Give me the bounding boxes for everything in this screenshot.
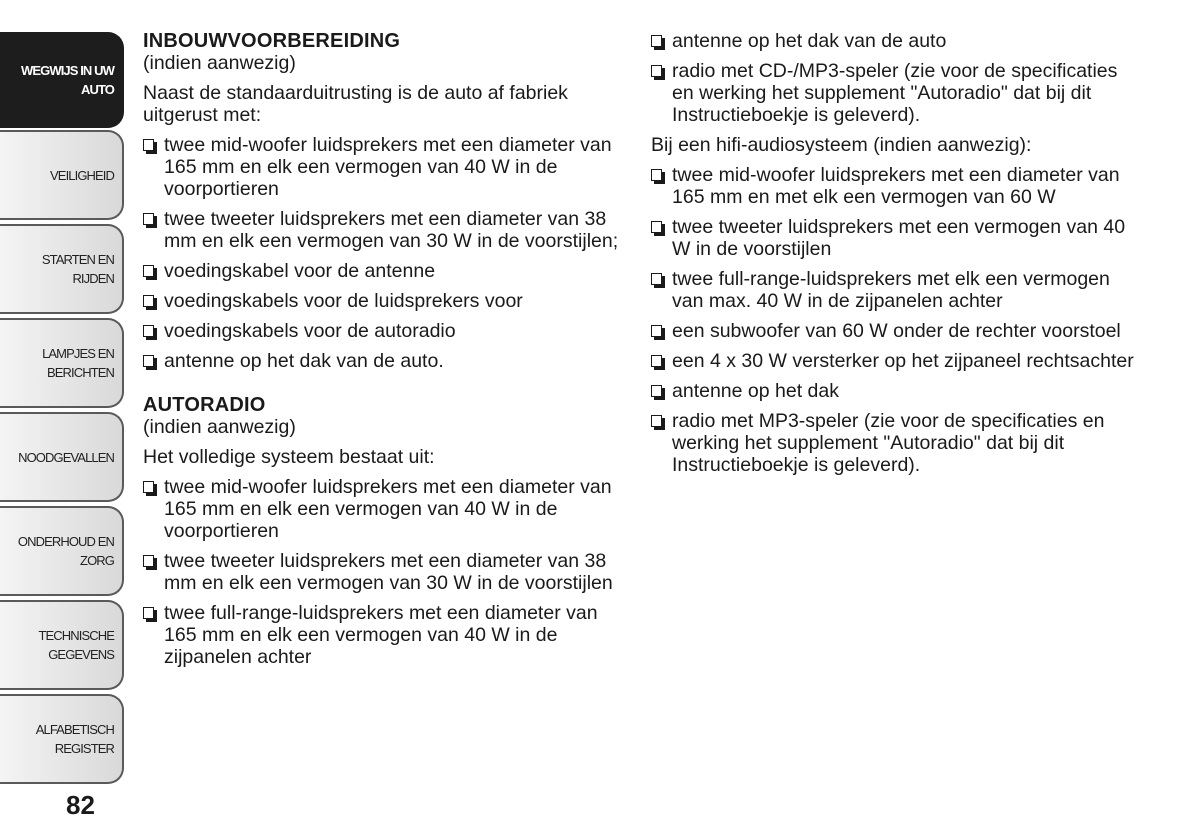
item-text: twee full-range-luidsprekers met een diameter van 165 mm en elk een vermogen van 40 W in de zijpanelen achter <box>164 602 598 668</box>
list-item <box>651 216 1141 260</box>
list-item <box>651 268 1141 312</box>
tab-onderhoud-en-zorg[interactable] <box>0 506 124 596</box>
item-text: twee mid-woofer luidsprekers met een diameter van 165 mm en elk een vermogen van 40 W in de voorportieren <box>164 134 612 200</box>
section-subtitle: (indien aanwezig) <box>143 52 296 74</box>
item-text: antenne op het dak van de auto. <box>164 350 444 372</box>
intro-text: Het volledige systeem bestaat uit: <box>143 446 435 468</box>
checkbox-bullet-icon <box>651 221 662 233</box>
list-item <box>651 164 1141 208</box>
list-item <box>143 134 623 200</box>
tab-label: VEILIGHEID <box>50 167 114 183</box>
list-item <box>651 60 1141 126</box>
checkbox-bullet-icon <box>143 555 154 567</box>
list-item <box>651 410 1141 476</box>
item-text: een subwoofer van 60 W onder de rechter voorstoel <box>672 320 1121 342</box>
checkbox-bullet-icon <box>143 325 154 337</box>
checkbox-bullet-icon <box>143 355 154 367</box>
checkbox-bullet-icon <box>143 213 154 225</box>
item-text: twee mid-woofer luidsprekers met een diameter van 165 mm en met elk een vermogen van 60 W <box>672 164 1120 208</box>
checkbox-bullet-icon <box>143 295 154 307</box>
list-item <box>143 550 623 594</box>
checkbox-bullet-icon <box>143 607 154 619</box>
hifi-intro-text: Bij een hifi-audiosysteem (indien aanwezig): <box>651 134 1032 156</box>
checkbox-bullet-icon <box>651 35 662 47</box>
item-text: voedingskabels voor de autoradio <box>164 320 456 342</box>
section-heading: INBOUWVOORBEREIDING <box>143 30 401 52</box>
left-column <box>143 30 623 676</box>
item-text: voedingskabels voor de luidsprekers voor <box>164 290 523 312</box>
checkbox-bullet-icon <box>143 481 154 493</box>
list-item <box>143 350 623 372</box>
tab-label: TECHNISCHE GEGEVENS <box>38 628 114 662</box>
tab-veiligheid[interactable] <box>0 130 124 220</box>
section-spacer <box>143 380 623 394</box>
tab-label: STARTEN EN RIJDEN <box>41 252 114 286</box>
checkbox-bullet-icon <box>651 273 662 285</box>
intro-text: Naast de standaarduitrusting is de auto af fabriek uitgerust met: <box>143 82 568 126</box>
list-item <box>651 350 1141 372</box>
tab-label: WEGWIJS IN UW AUTO <box>20 63 114 97</box>
tab-wegwijs-in-uw-auto[interactable] <box>0 32 124 128</box>
tab-label: ALFABETISCH REGISTER <box>35 722 114 756</box>
right-column <box>651 30 1141 484</box>
checkbox-bullet-icon <box>143 265 154 277</box>
item-text: radio met CD-/MP3-speler (zie voor de specificaties en werking het supplement "Autoradio" dat bij dit Instructieboekje is geleverd). <box>672 60 1118 126</box>
tab-technische-gegevens[interactable] <box>0 600 124 690</box>
item-text: voedingskabel voor de antenne <box>164 260 436 282</box>
section-heading: AUTORADIO <box>143 394 266 416</box>
list-item <box>143 602 623 668</box>
item-text: twee full-range-luidsprekers met elk een vermogen van max. 40 W in de zijpanelen achter <box>672 268 1110 312</box>
checkbox-bullet-icon <box>651 325 662 337</box>
tab-alfabetisch-register[interactable] <box>0 694 124 784</box>
section-subtitle: (indien aanwezig) <box>143 416 296 438</box>
item-text: radio met MP3-speler (zie voor de specificaties en werking het supplement "Autoradio" dat bij dit Instructieboekje is geleverd). <box>672 410 1105 476</box>
checkbox-bullet-icon <box>651 415 662 427</box>
page-number: 82 <box>66 790 95 820</box>
tab-starten-en-rijden[interactable] <box>0 224 124 314</box>
checkbox-bullet-icon <box>651 355 662 367</box>
item-text: een 4 x 30 W versterker op het zijpaneel rechtsachter <box>672 350 1134 372</box>
list-item <box>651 30 1141 52</box>
checkbox-bullet-icon <box>651 169 662 181</box>
item-text: twee tweeter luidsprekers met een diameter van 38 mm en elk een vermogen van 30 W in de voorstijlen <box>164 550 613 594</box>
item-text: twee mid-woofer luidsprekers met een diameter van 165 mm en elk een vermogen van 40 W in de voorportieren <box>164 476 612 542</box>
item-text: twee tweeter luidsprekers met een diameter van 38 mm en elk een vermogen van 30 W in de voorstijlen; <box>164 208 619 252</box>
tab-label: LAMPJES EN BERICHTEN <box>42 346 114 380</box>
list-item <box>143 320 623 342</box>
checkbox-bullet-icon <box>651 65 662 77</box>
item-text: twee tweeter luidsprekers met een vermogen van 40 W in de voorstijlen <box>672 216 1126 260</box>
checkbox-bullet-icon <box>143 139 154 151</box>
item-text: antenne op het dak <box>672 380 839 402</box>
list-item <box>651 380 1141 402</box>
tab-noodgevallen[interactable] <box>0 412 124 502</box>
list-item <box>143 290 623 312</box>
checkbox-bullet-icon <box>651 385 662 397</box>
tab-label: NOODGEVALLEN <box>18 449 114 465</box>
list-item <box>143 260 623 282</box>
item-text: antenne op het dak van de auto <box>672 30 947 52</box>
list-item <box>143 208 623 252</box>
tab-label: ONDERHOUD EN ZORG <box>17 534 114 568</box>
list-item <box>143 476 623 542</box>
tab-lampjes-en-berichten[interactable] <box>0 318 124 408</box>
list-item <box>651 320 1141 342</box>
